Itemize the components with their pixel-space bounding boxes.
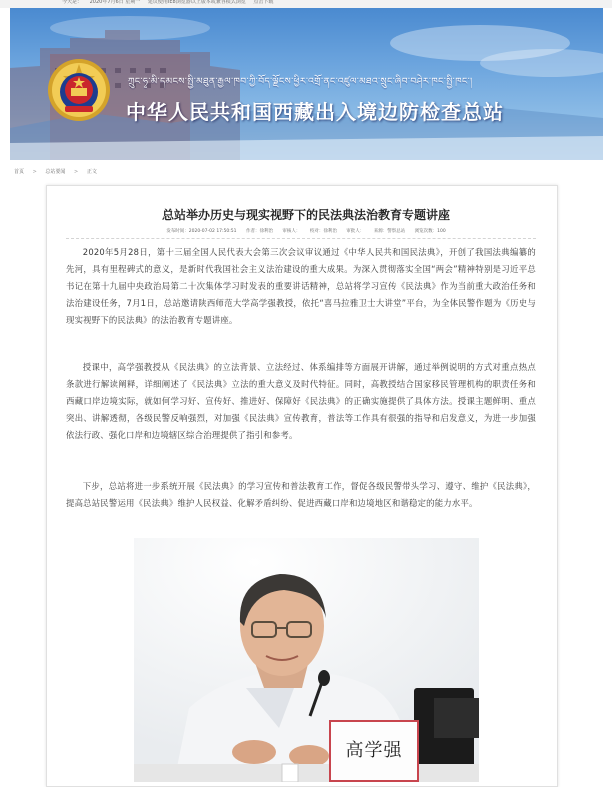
lecture-photo — [134, 538, 479, 782]
top-info-bar — [0, 0, 612, 8]
site-banner — [10, 8, 603, 160]
meta-views: 浏览次数：100 — [414, 229, 446, 234]
nameplate-text: 高学强 — [345, 740, 403, 761]
breadcrumb-section[interactable]: 总站要闻 — [45, 169, 66, 175]
download-link[interactable]: 点击下载 — [253, 0, 274, 5]
lecturer-image — [134, 538, 479, 782]
top-info-text — [62, 0, 279, 5]
browser-notice: 建议使用IE8浏览器以上版本或兼容模式浏览 — [147, 0, 246, 5]
article-meta — [0, 228, 612, 234]
breadcrumb — [14, 168, 97, 175]
article-paragraph: 授课中，高学强教授从《民法典》的立法背景、立法经过、体系编排等方面展开讲解，通过举例说明的方式对重点热点条款进行解读阐释，详细阐述了《民法典》立法的重大意义及时代特征。同时，高教授结合国家移民管理机构的职责任务和西藏口岸边境实际，就如何学习好、宣传好、推进好、保障好《民法典》的正确实施提供了具体方法。授课主题鲜明、重点突出、讲解透彻，各级民警反响强烈，对加强《民法典》宣传教育，普法等工作具有很强的指导和启发意义，为进一步加强依法行政、强化口岸和边境辖区综合治理提供了指引和参考。 — [66, 362, 536, 440]
meta-proofer: 校对：徐利治 — [309, 229, 337, 234]
article-title: 总站举办历史与现实视野下的民法典法治教育专题讲座 — [161, 208, 450, 222]
breadcrumb-home[interactable]: 首页 — [14, 169, 25, 175]
meta-reviewer: 审批人： — [346, 229, 365, 234]
article-paragraph: 2020年5月28日，第十三届全国人民代表大会第三次会议审议通过《中华人民共和国民法典》，开创了我国法典编纂的先河，具有里程碑式的意义，是新时代我国社会主义法治建设的重大成果。为深入贯彻落实全国“两会”精神特别是习近平总书记在第十九届中央政治局第二十次集体学习时发表的重要讲话精神，总站将学习宣传《民法典》作为当前重大政治任务和法治建设任务，7月1日，总站邀请陕西师范大学高学强教授，依托“喜马拉雅卫士大讲堂”平台，为全体民警作题为《历史与现实视野下的民法典》的法治教育专题讲座。 — [66, 247, 536, 325]
site-title: 中华人民共和国西藏出入境边防检查总站 — [126, 100, 504, 124]
article-paragraph: 下步，总站将进一步系统开展《民法典》的学习宣传和普法教育工作，督促各级民警带头学习、遵守、维护《民法典》，提高总站民警运用《民法典》维护人民权益、化解矛盾纠纷、促进西藏口岸和边境地区和谐稳定的能力水平。 — [66, 481, 536, 508]
meta-editor: 审核人： — [282, 229, 301, 234]
meta-source: 来源：警察总站 — [373, 229, 406, 234]
police-emblem-icon — [47, 58, 111, 122]
meta-author: 作者：徐利治 — [245, 229, 273, 234]
date-value: 2020年7月6日 星期一 — [89, 0, 141, 5]
nameplate — [329, 720, 419, 782]
breadcrumb-current: 正文 — [86, 169, 97, 175]
breadcrumb-separator: > — [74, 169, 79, 175]
date-label: 今天是： — [62, 0, 83, 5]
breadcrumb-separator: > — [32, 169, 37, 175]
title-divider — [66, 238, 536, 239]
site-title-tibetan: ཀྲུང་ཧྭ་མི་དམངས་སྤྱི་མཐུན་རྒྱལ་ཁབ་ཀྱི་བོད་ལྗོངས་ཕྱིར་འགྲོ་ནང་འཛུལ་མཐའ་སྲུང་ཞིབ་བཤེར་ཁང་སྤྱི་ཁང་། — [128, 77, 473, 87]
meta-time: 发布时间：2020-07-02 17:50:51 — [166, 229, 237, 234]
